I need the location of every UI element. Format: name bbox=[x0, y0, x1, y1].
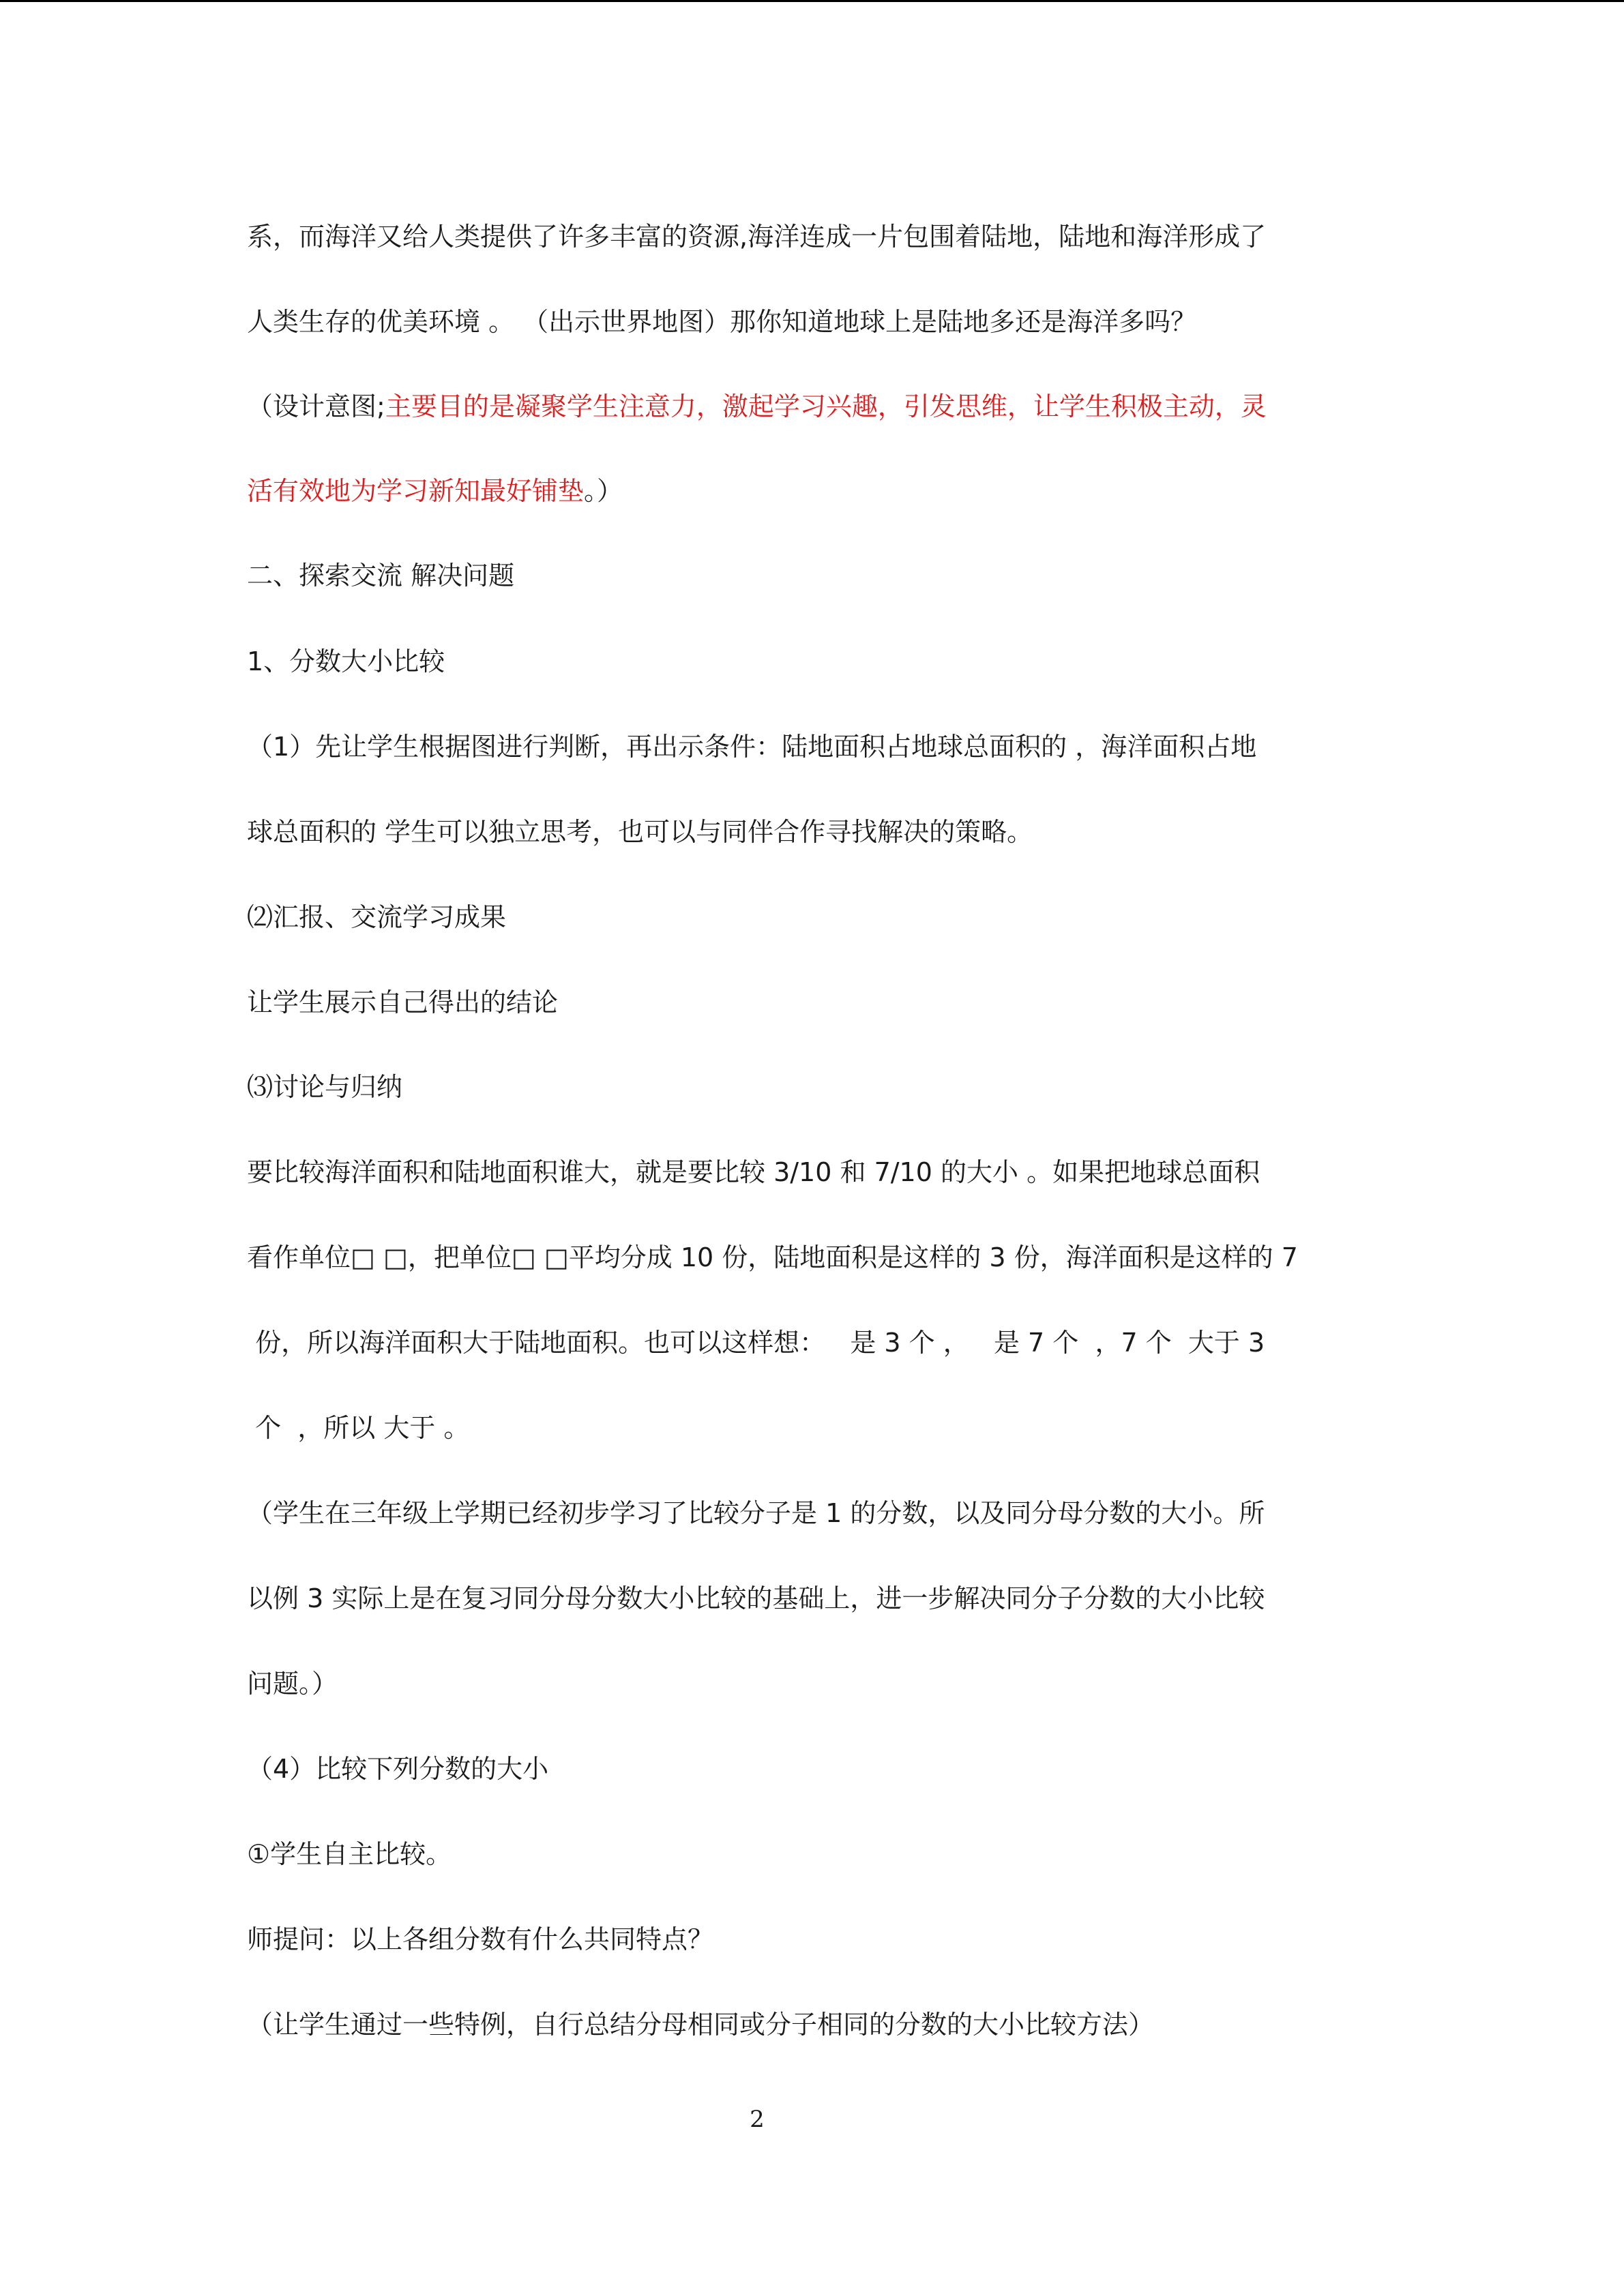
design-note-line bbox=[247, 475, 1379, 507]
step3-heading: ⑶讨论与归纳 bbox=[247, 1072, 403, 1102]
step3-line: 份，所以海洋面积大于陆地面积。也可以这样想： 是 3 个 ， 是 7 个 ，7 个 大于 3 bbox=[247, 1328, 1265, 1358]
design-note-highlight: 主要目的是凝聚学生注意力，激起学习兴趣，引发思维，让学生积极主动，灵 bbox=[385, 391, 1267, 421]
step3-line: 个 ，所以 大于 。 bbox=[247, 1413, 470, 1443]
paragraph-line: 系，而海洋又给人类提供了许多丰富的资源,海洋连成一片包围着陆地，陆地和海洋形成了 bbox=[247, 222, 1267, 252]
note-line: （让学生通过一些特例，自行总结分母相同或分子相同的分数的大小比较方法） bbox=[247, 2010, 1155, 2040]
step1-line: 球总面积的 学生可以独立思考，也可以与同伴合作寻找解决的策略。 bbox=[247, 817, 1033, 847]
step3-line: 要比较海洋面积和陆地面积谁大，就是要比较 3/10 和 7/10 的大小 。如果把地球总面积 bbox=[247, 1157, 1260, 1187]
design-note-prefix: （设计意图; bbox=[247, 391, 385, 421]
teacher-question: 师提问：以上各组分数有什么共同特点？ bbox=[247, 1924, 714, 1954]
note-line: 问题。） bbox=[247, 1669, 338, 1699]
design-note-highlight: 活有效地为学习新知最好铺垫 bbox=[247, 476, 585, 506]
design-note-line bbox=[247, 390, 1379, 423]
paragraph-line: 人类生存的优美环境 。 （出示世界地图）那你知道地球上是陆地多还是海洋多吗？ bbox=[247, 307, 1197, 337]
step4-heading: （4）比较下列分数的大小 bbox=[247, 1754, 549, 1784]
step2-heading: ⑵汇报、交流学习成果 bbox=[247, 902, 507, 932]
step4-item: ①学生自主比较。 bbox=[247, 1839, 452, 1869]
note-line: 以例 3 实际上是在复习同分母分数大小比较的基础上，进一步解决同分子分数的大小比较 bbox=[247, 1583, 1265, 1613]
section-heading: 二、探索交流 解决问题 bbox=[247, 561, 515, 591]
step2-text: 让学生展示自己得出的结论 bbox=[247, 987, 559, 1017]
page-number: 2 bbox=[750, 2106, 765, 2133]
page-top-border bbox=[0, 0, 1624, 2]
step1-line: （1）先让学生根据图进行判断，再出示条件：陆地面积占地球总面积的 ，海洋面积占地 bbox=[247, 732, 1257, 762]
step3-line: 看作单位□ □，把单位□ □平均分成 10 份，陆地面积是这样的 3 份，海洋面积是这样的 7 bbox=[247, 1242, 1298, 1272]
note-line: （学生在三年级上学期已经初步学习了比较分子是 1 的分数，以及同分母分数的大小。所 bbox=[247, 1498, 1265, 1528]
design-note-suffix: 。） bbox=[584, 476, 623, 506]
subsection-heading: 1、分数大小比较 bbox=[247, 646, 445, 676]
